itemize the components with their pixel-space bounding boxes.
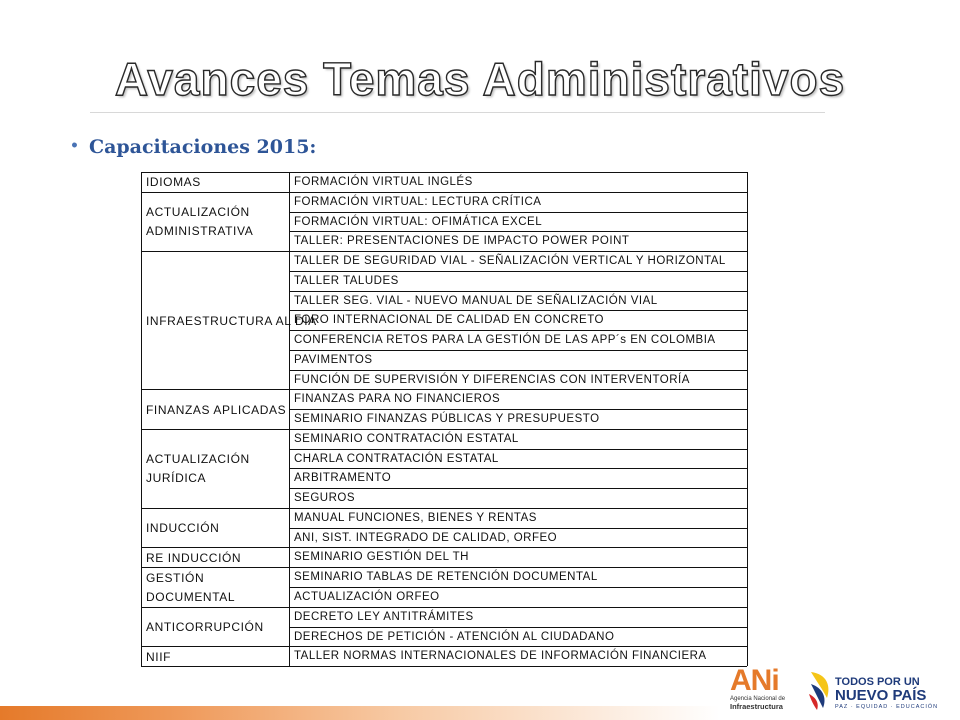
course-row: CONFERENCIA RETOS PARA LA GESTIÓN DE LAS APP´s EN COLOMBIA	[290, 330, 747, 350]
course-row: FORO INTERNACIONAL DE CALIDAD EN CONCRETO	[290, 310, 747, 330]
course-row: SEMINARIO CONTRATACIÓN ESTATAL	[290, 429, 747, 449]
category-label: ADMINISTRATIVA	[146, 224, 254, 239]
category-cell	[142, 389, 290, 429]
ani-logo-subtitle	[730, 696, 800, 712]
category-cell	[142, 547, 290, 567]
category-cell	[142, 646, 290, 666]
category-label: INFRAESTRUCTURA AL DÍA	[146, 313, 317, 328]
course-row: TALLER TALUDES	[290, 271, 747, 291]
course-row: TALLER: PRESENTACIONES DE IMPACTO POWER POINT	[290, 231, 747, 251]
ani-logo	[730, 666, 800, 718]
category-label: ANTICORRUPCIÓN	[146, 619, 264, 634]
course-row: FORMACIÓN VIRTUAL INGLÉS	[290, 172, 747, 192]
slide-title: Avances Temas Administrativos	[114, 53, 846, 105]
course-row: SEGUROS	[290, 488, 747, 508]
ani-logo-subtitle-line2: Infraestructura	[730, 702, 783, 711]
category-cell	[142, 429, 290, 508]
course-row: FINANZAS PARA NO FINANCIEROS	[290, 389, 747, 409]
footer-gradient-bar	[0, 706, 720, 720]
category-label: IDIOMAS	[146, 175, 201, 190]
tp-logo-text	[835, 676, 938, 710]
category-cell	[142, 251, 317, 389]
table-bottom-border	[141, 666, 747, 667]
tp-logo-line2: NUEVO PAÍS	[835, 687, 927, 704]
course-row: CHARLA CONTRATACIÓN ESTATAL	[290, 449, 747, 469]
training-table	[141, 172, 747, 666]
category-cell	[142, 607, 290, 647]
course-row: ARBITRAMENTO	[290, 468, 747, 488]
category-label: DOCUMENTAL	[146, 589, 236, 604]
bullet-heading	[70, 136, 316, 158]
todos-por-un-nuevo-pais-logo	[805, 668, 955, 716]
category-label: RE INDUCCIÓN	[146, 550, 242, 565]
tp-logo-line3: PAZ · EQUIDAD · EDUCACIÓN	[835, 704, 939, 710]
course-row: PAVIMENTOS	[290, 350, 747, 370]
category-label: GESTIÓN	[146, 570, 205, 585]
course-row: SEMINARIO FINANZAS PÚBLICAS Y PRESUPUESTO	[290, 409, 747, 429]
course-row: SEMINARIO GESTIÓN DEL TH	[290, 547, 747, 567]
course-row: SEMINARIO TABLAS DE RETENCIÓN DOCUMENTAL	[290, 567, 747, 587]
category-cell	[142, 567, 290, 607]
category-cell	[142, 508, 290, 548]
course-row: TALLER NORMAS INTERNACIONALES DE INFORMACIÓN FINANCIERA	[290, 646, 747, 666]
ani-logo-mark: ANi	[730, 664, 779, 697]
category-label: INDUCCIÓN	[146, 521, 220, 536]
course-row: TALLER DE SEGURIDAD VIAL - SEÑALIZACIÓN VERTICAL Y HORIZONTAL	[290, 251, 747, 271]
colombia-flag-swoosh-icon	[805, 668, 835, 712]
course-row: MANUAL FUNCIONES, BIENES Y RENTAS	[290, 508, 747, 528]
title-divider	[90, 112, 825, 113]
bullet-text: Capacitaciones 2015:	[88, 136, 317, 158]
ani-logo-subtitle-line1: Agencia Nacional de	[730, 696, 786, 702]
course-row: ACTUALIZACIÓN ORFEO	[290, 587, 747, 607]
bullet-icon: •	[70, 138, 79, 154]
category-label: JURÍDICA	[146, 471, 207, 486]
course-row: FUNCIÓN DE SUPERVISIÓN Y DIFERENCIAS CON INTERVENTORÍA	[290, 370, 747, 390]
course-row: FORMACIÓN VIRTUAL: LECTURA CRÍTICA	[290, 192, 747, 212]
category-column	[141, 172, 317, 666]
category-label: FINANZAS APLICADAS	[146, 402, 287, 417]
category-cell	[142, 192, 290, 251]
course-row: ANI, SIST. INTEGRADO DE CALIDAD, ORFEO	[290, 528, 747, 548]
course-row: DECRETO LEY ANTITRÁMITES	[290, 607, 747, 627]
tp-logo-line1: TODOS POR UN	[835, 676, 920, 688]
course-row: FORMACIÓN VIRTUAL: OFIMÁTICA EXCEL	[290, 212, 747, 232]
category-label: ACTUALIZACIÓN	[146, 205, 250, 220]
category-label: ACTUALIZACIÓN	[146, 452, 250, 467]
course-row: TALLER SEG. VIAL - NUEVO MANUAL DE SEÑALIZACIÓN VIAL	[290, 291, 747, 311]
category-label: NIIF	[146, 649, 172, 664]
course-row: DERECHOS DE PETICIÓN - ATENCIÓN AL CIUDADANO	[290, 627, 747, 647]
course-column	[289, 172, 748, 666]
category-cell	[142, 172, 290, 192]
